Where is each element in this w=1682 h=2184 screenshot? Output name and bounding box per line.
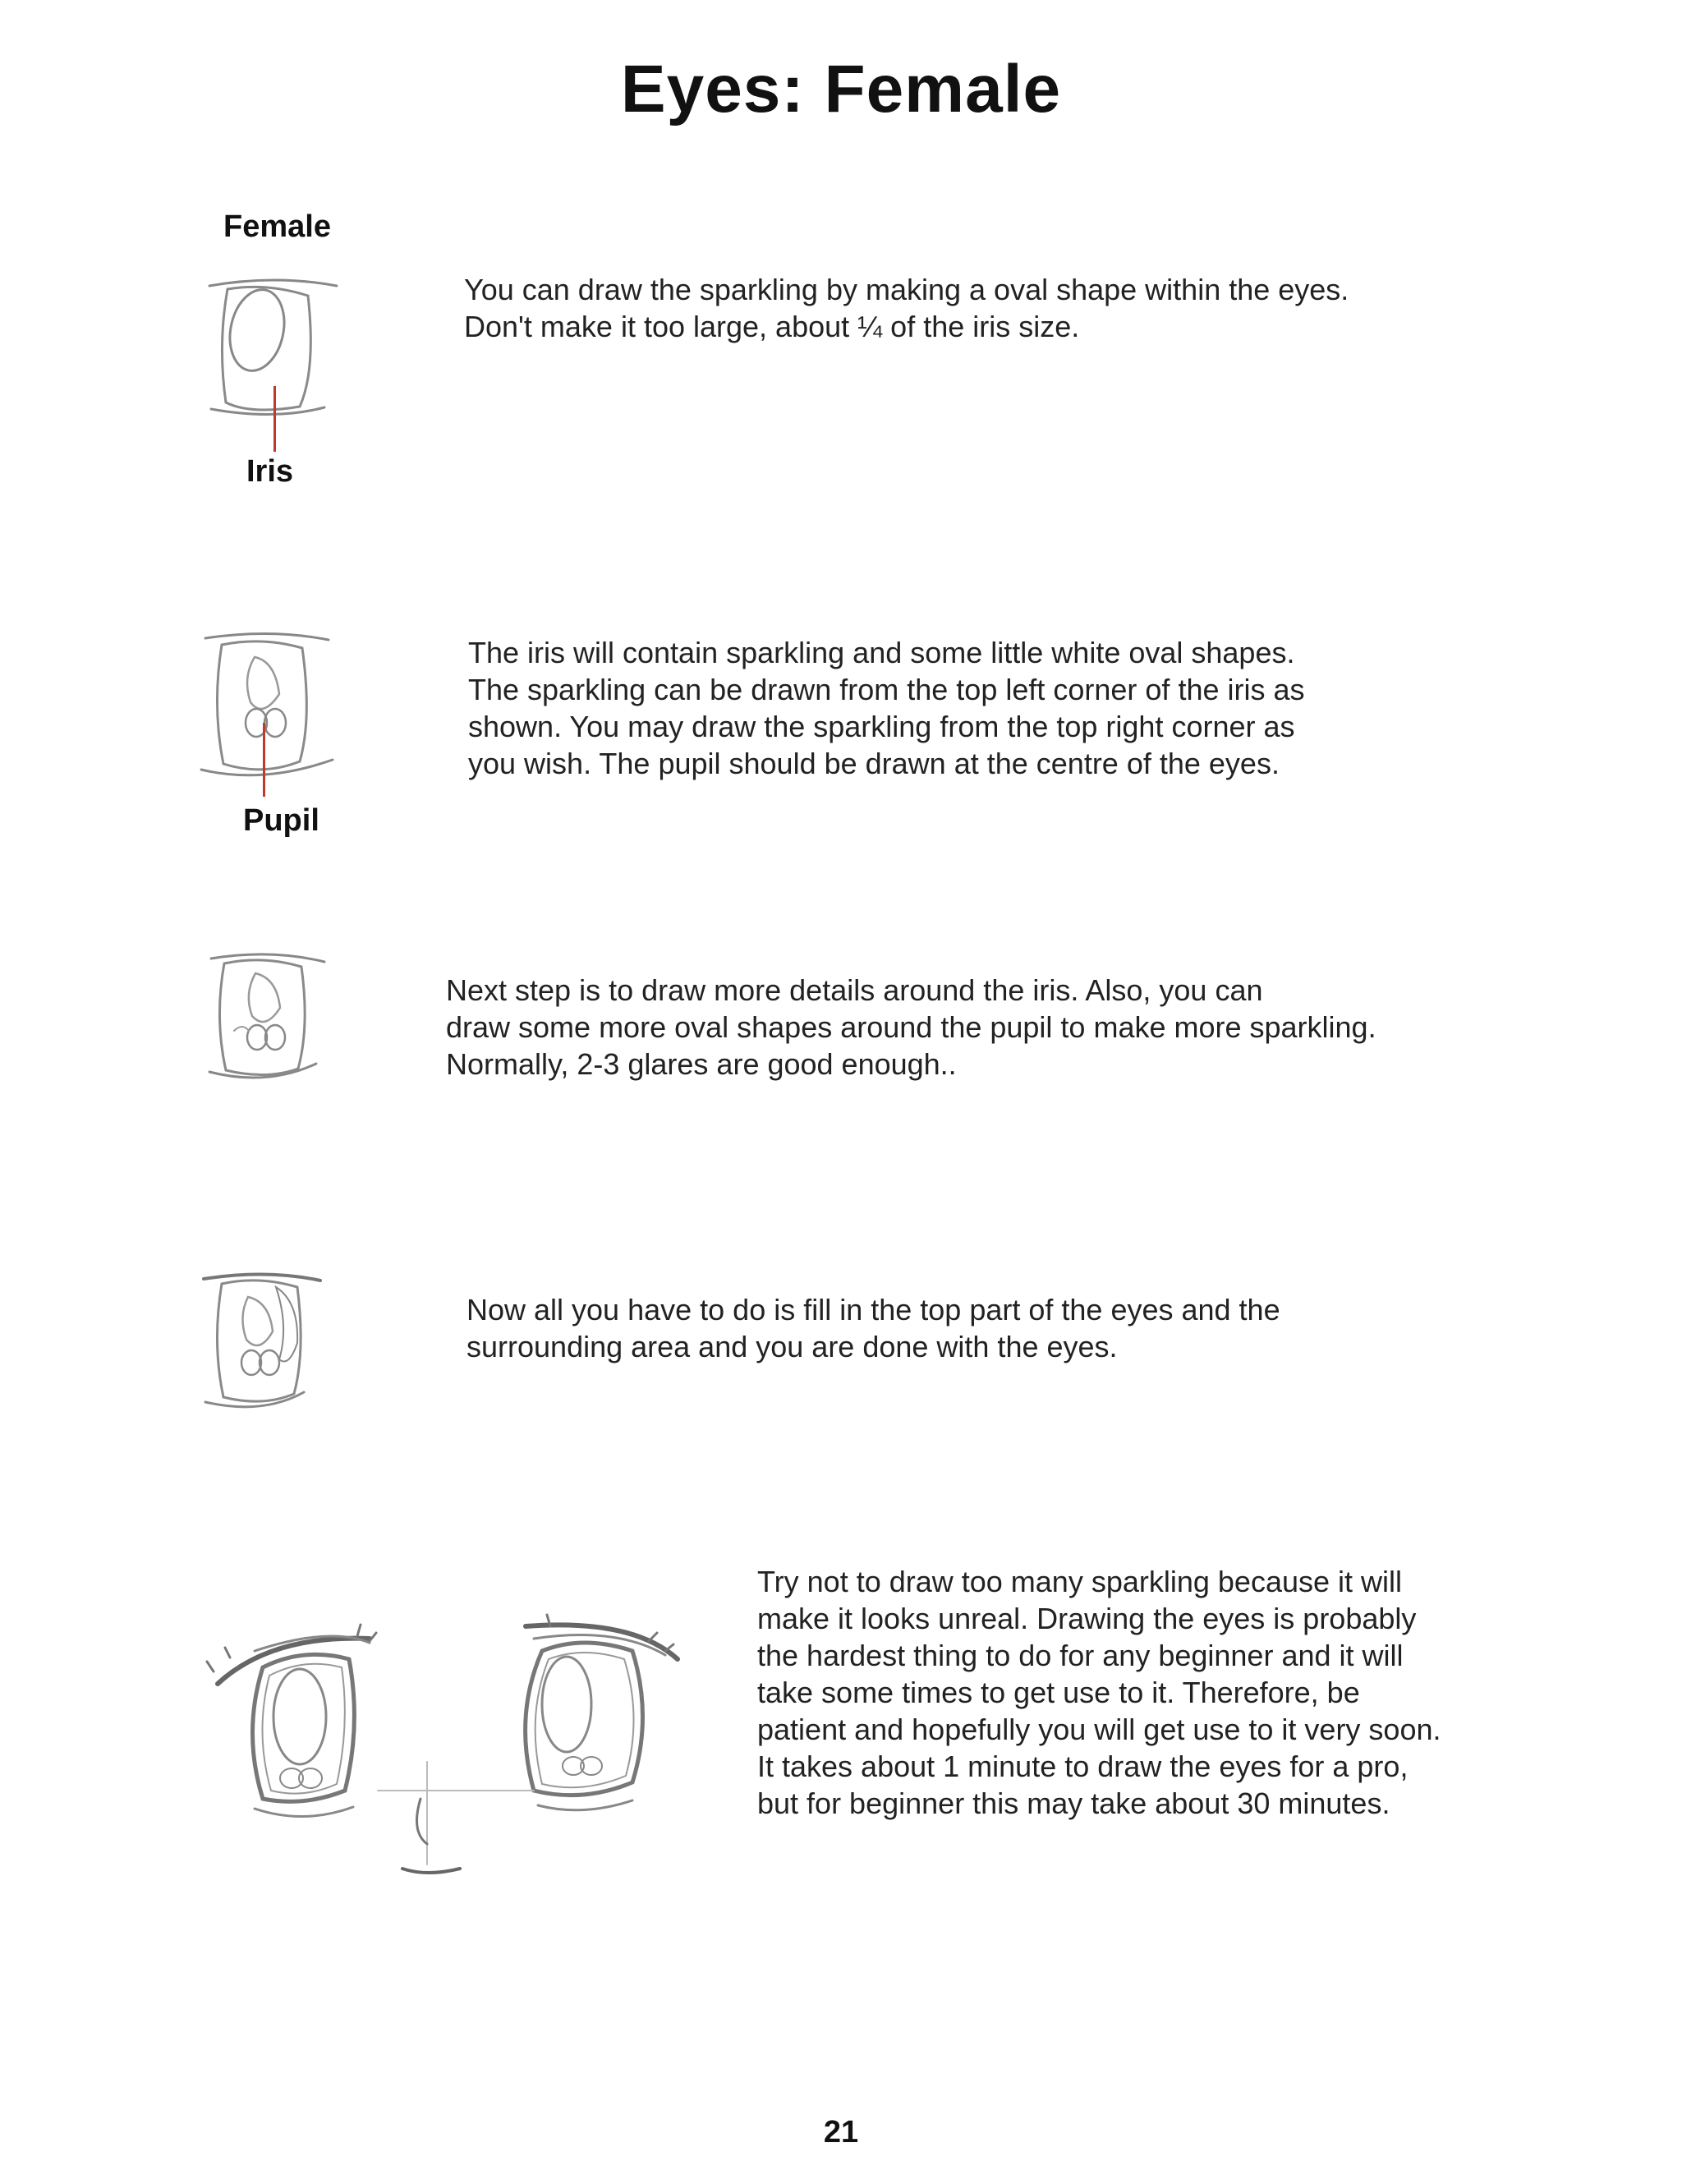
step-2-line-3: shown. You may draw the sparkling from the top right corner as <box>468 710 1295 743</box>
label-iris: Iris <box>246 454 294 489</box>
step-5-line-3: the hardest thing to do for any beginner and it will <box>757 1639 1404 1672</box>
step-5-line-7: but for beginner this may take about 30 minutes. <box>757 1786 1390 1820</box>
step-5-line-2: make it looks unreal. Drawing the eyes is probably <box>757 1602 1417 1635</box>
step-3-line-2: draw some more oval shapes around the pupil to make more sparkling. <box>446 1010 1376 1044</box>
step-1-line-1: You can draw the sparkling by making a oval shape within the eyes. <box>464 273 1349 306</box>
step-2-line-1: The iris will contain sparkling and some little white oval shapes. <box>468 636 1295 669</box>
step-5-line-1: Try not to draw too many sparkling because it will <box>757 1565 1403 1598</box>
step-3-line-1: Next step is to draw more details around the iris. Also, you can <box>446 973 1263 1007</box>
step-4-line-1: Now all you have to do is fill in the top part of the eyes and the <box>466 1293 1280 1326</box>
iris-pointer-line <box>273 386 276 452</box>
eye-sketch-step-3 <box>201 949 333 1088</box>
page-title: Eyes: Female <box>620 52 1062 126</box>
label-pupil: Pupil <box>243 803 319 838</box>
label-female: Female <box>223 209 331 244</box>
step-1-text <box>464 271 1349 345</box>
finished-eyes-sketch <box>205 1593 690 1889</box>
step-3-text <box>446 972 1376 1083</box>
step-5-line-6: It takes about 1 minute to draw the eyes for a pro, <box>757 1749 1409 1783</box>
step-5-text <box>757 1563 1441 1822</box>
step-1-line-2: Don't make it too large, about ¼ of the iris size. <box>464 310 1080 343</box>
step-2-line-4: you wish. The pupil should be drawn at the centre of the eyes. <box>468 747 1280 780</box>
step-5-line-4: take some times to get use to it. Therefore, be <box>757 1676 1360 1709</box>
page-number: 21 <box>823 2115 859 2150</box>
step-2-text <box>468 634 1305 782</box>
step-3-line-3: Normally, 2-3 glares are good enough.. <box>446 1047 957 1081</box>
pupil-pointer-line <box>263 723 265 797</box>
step-2-line-2: The sparkling can be drawn from the top left corner of the iris as <box>468 673 1305 706</box>
eye-sketch-step-2 <box>197 628 337 793</box>
step-5-line-5: patient and hopefully you will get use to it very soon. <box>757 1713 1441 1746</box>
step-4-line-2: surrounding area and you are done with the eyes. <box>466 1330 1118 1363</box>
eye-sketch-step-4 <box>197 1269 329 1417</box>
step-4-text <box>466 1291 1280 1365</box>
